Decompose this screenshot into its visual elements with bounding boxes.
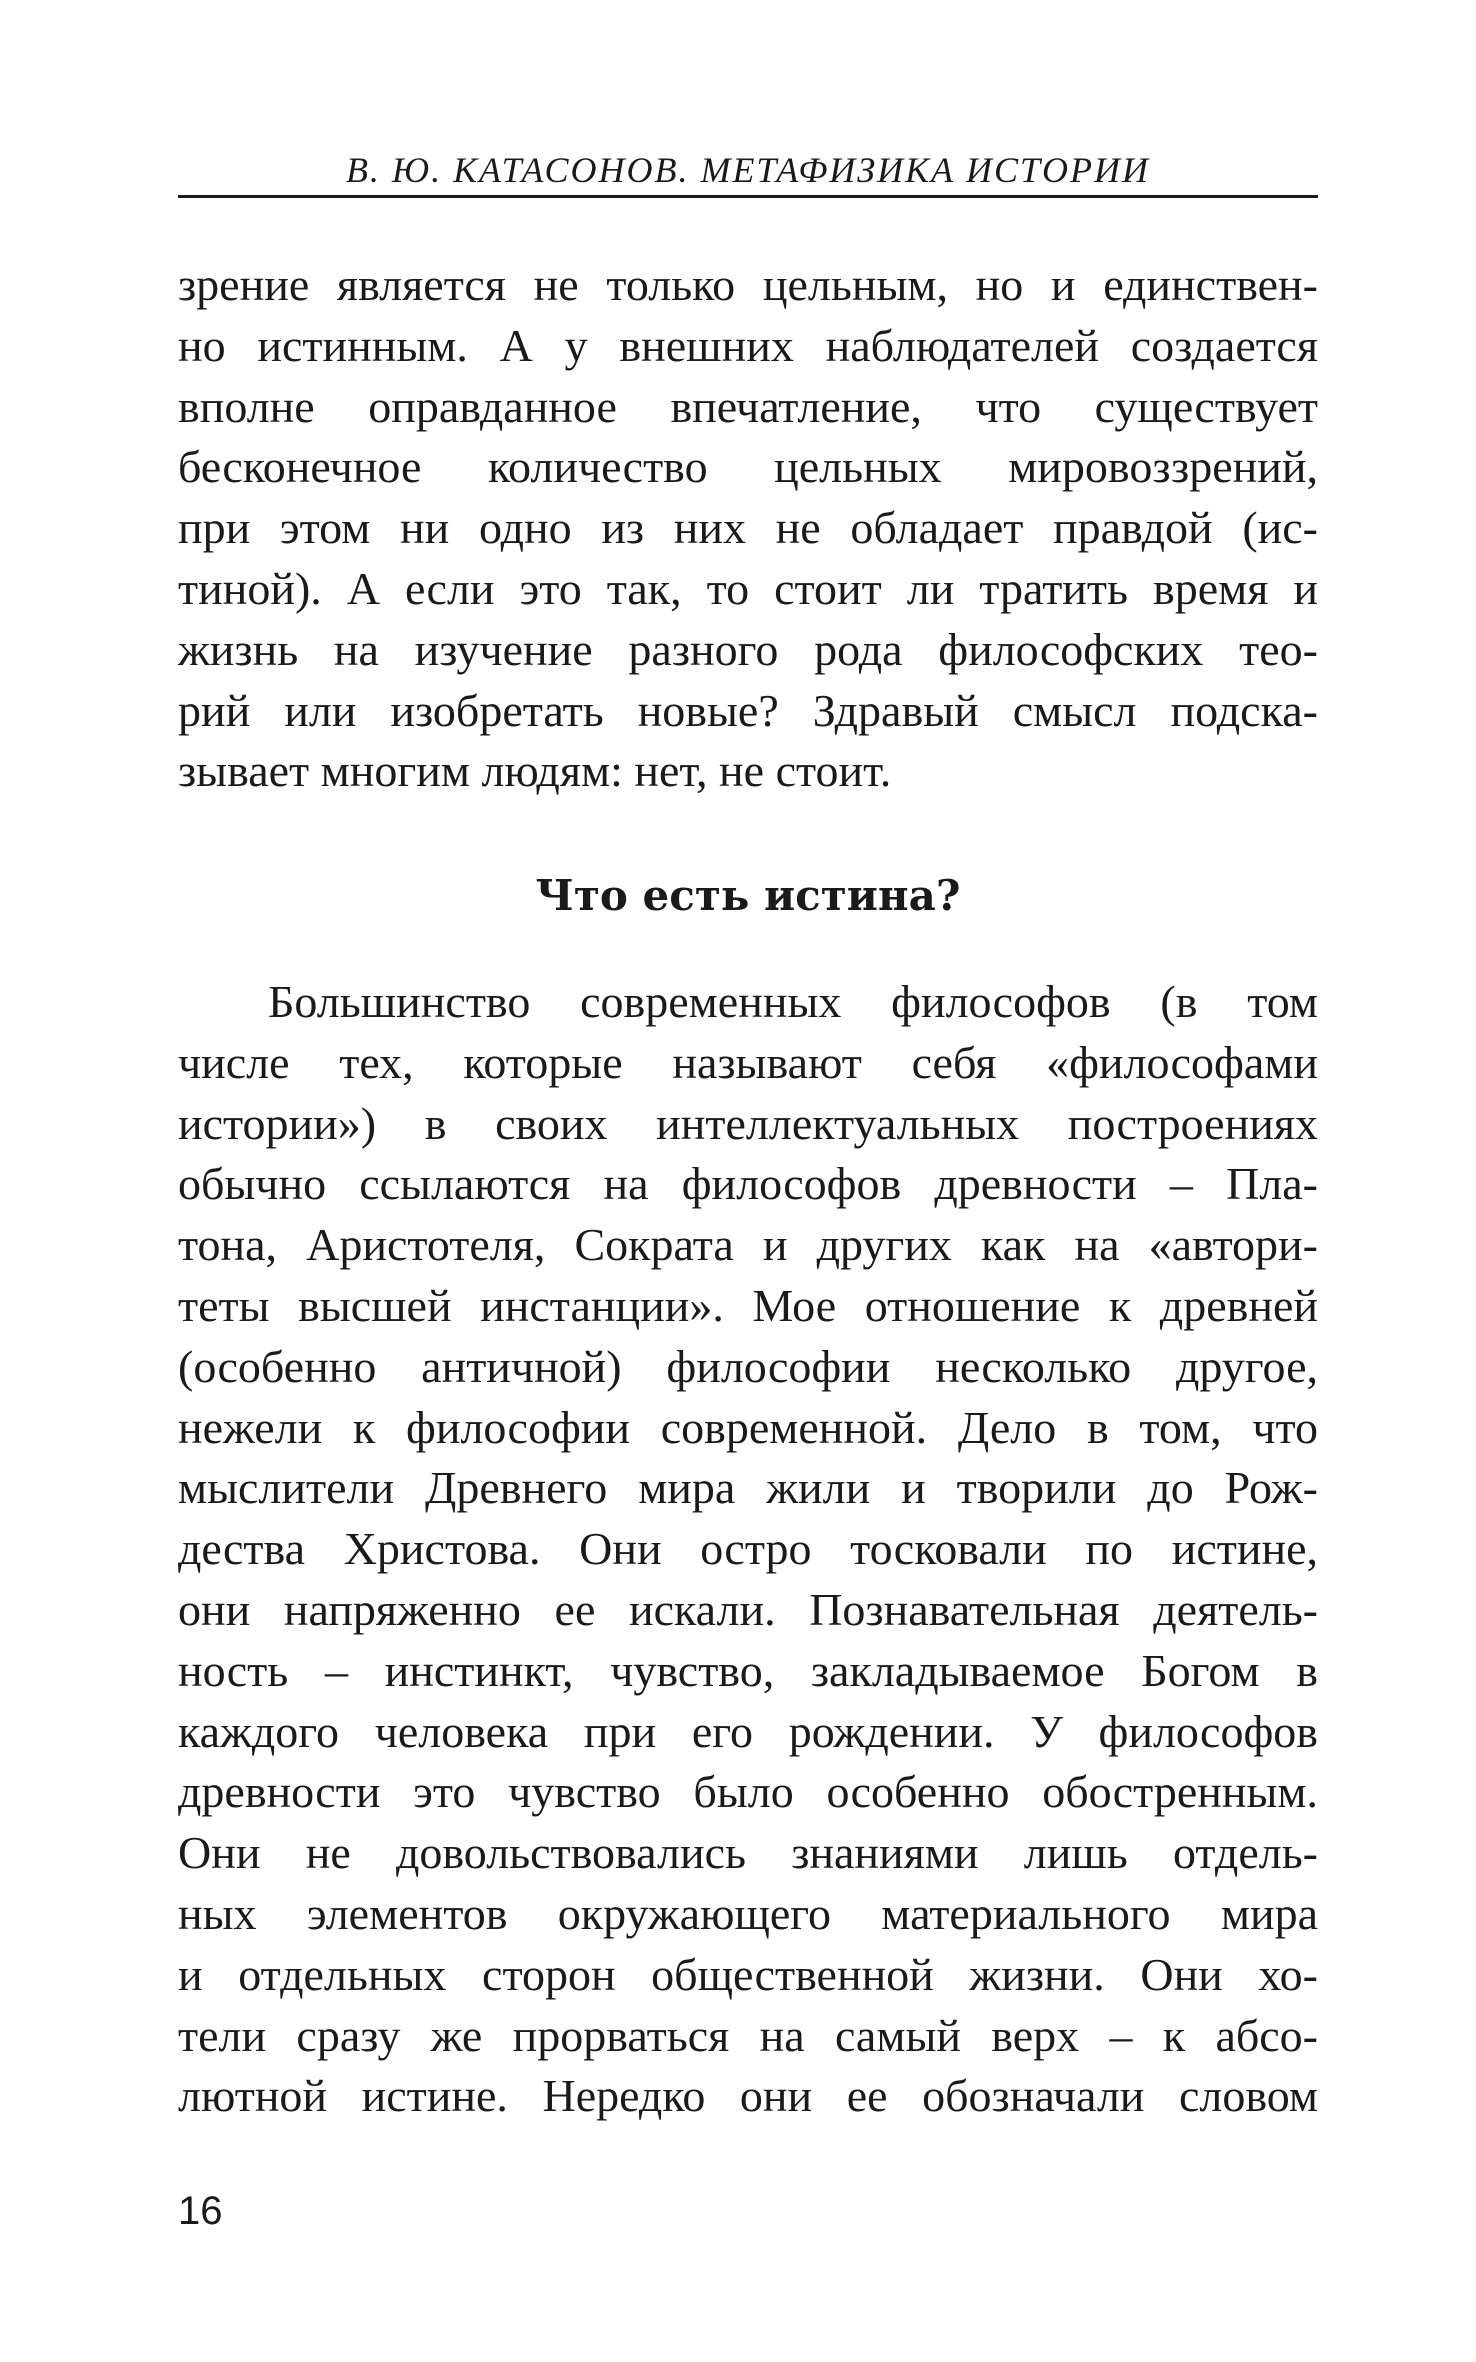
text-line: но истинным. А у внешних наблюдателей создается [178, 319, 1318, 371]
text-line: бесконечное количество цельных мировоззрений, [178, 441, 1318, 493]
text-line: рий или изобретать новые? Здравый смысл подска- [178, 684, 1318, 736]
text-line: каждого человека при его рождении. У философов [178, 1705, 1318, 1757]
page-number: 16 [178, 2189, 223, 2233]
text-line: Они не довольствовались знаниями лишь отдель- [178, 1827, 1318, 1879]
paragraph-main [178, 972, 1318, 2127]
text-line: вполне оправданное впечатление, что существует [178, 380, 1318, 432]
text-line: теты высшей инстанции». Мое отношение к древней [178, 1279, 1318, 1331]
text-line: тели сразу же прорваться на самый верх – к абсо- [178, 2009, 1318, 2061]
text-line: древности это чувство было особенно обостренным. [178, 1766, 1318, 1818]
text-line: Большинство современных философов (в том [268, 976, 1318, 1027]
text-line: при этом ни одно из них не обладает правдой (ис- [178, 502, 1318, 554]
text-line: ность – инстинкт, чувство, закладываемое Богом в [178, 1644, 1318, 1696]
text-line: обычно ссылаются на философов древности – Пла- [178, 1158, 1318, 1210]
text-line: зывает многим людям: нет, не стоит. [178, 745, 892, 797]
paragraph-continued [178, 255, 1318, 802]
text-line: дества Христова. Они остро тосковали по истине, [178, 1523, 1318, 1575]
text-line: ных элементов окружающего материального мира [178, 1887, 1318, 1939]
header-rule [178, 195, 1318, 198]
text-line: мыслители Древнего мира жили и творили до Рож- [178, 1462, 1318, 1514]
running-head: В. Ю. КАТАСОНОВ. МЕТАФИЗИКА ИСТОРИИ [345, 150, 1151, 190]
text-line: нежели к философии современной. Дело в том, что [178, 1401, 1318, 1453]
text-line: числе тех, которые называют себя «философами [178, 1036, 1318, 1088]
text-line: (особенно античной) философии несколько другое, [178, 1340, 1318, 1392]
text-line: истории») в своих интеллектуальных построениях [178, 1097, 1318, 1149]
text-line: лютной истине. Нередко они ее обозначали словом [178, 2070, 1318, 2122]
text-line: и отдельных сторон общественной жизни. Они хо- [178, 1948, 1318, 2000]
text-line: тиной). А если это так, то стоит ли тратить время и [178, 562, 1318, 614]
text-line: они напряженно ее искали. Познавательная деятель- [178, 1583, 1318, 1635]
text-line: тона, Аристотеля, Сократа и других как на «автори- [178, 1219, 1318, 1271]
text-line: жизнь на изучение разного рода философских тео- [178, 623, 1318, 675]
text-line: зрение является не только цельным, но и единствен- [178, 259, 1318, 310]
section-heading: Что есть истина? [535, 871, 961, 920]
